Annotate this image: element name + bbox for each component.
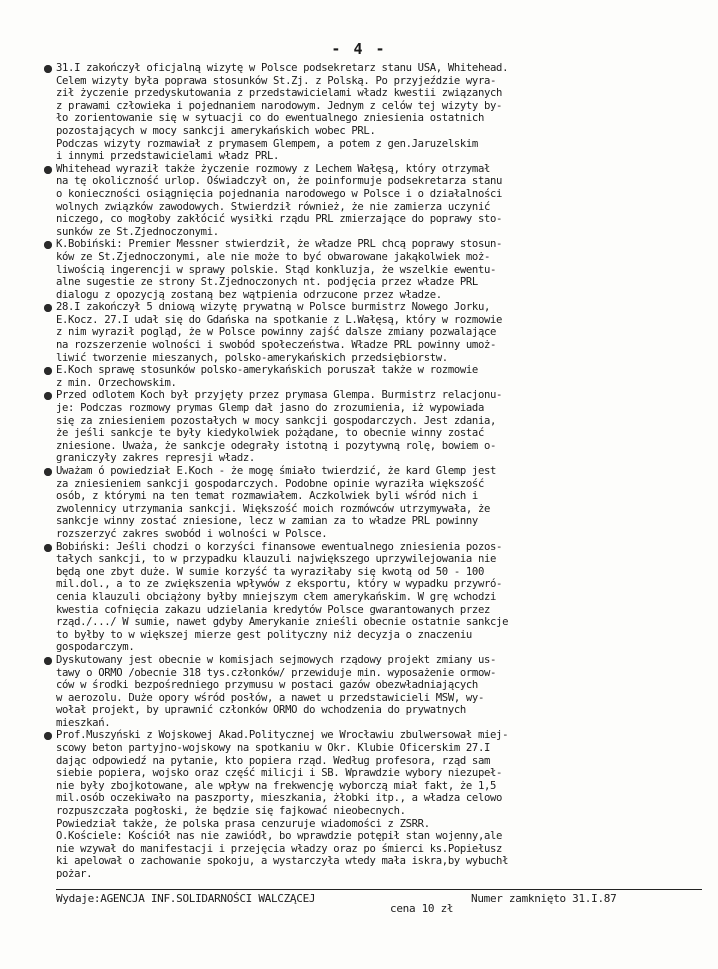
bullet-icon — [44, 468, 52, 476]
bullet-icon — [44, 367, 52, 375]
text-line: z min. Orzechowskim. — [56, 376, 177, 389]
text-line: z nim wyraził pogląd, że w Polsce powinny zajść dalsze zmiany pozwalające — [56, 326, 497, 339]
text-line: zniesione. Uważa, że sankcje odegrały istotną i pozytywną rolę, bowiem o- — [56, 439, 497, 452]
text-line: ził życzenie przedyskutowania z przedstawicielami władz kwestii związanych — [56, 87, 503, 100]
text-line: pożar. — [56, 868, 93, 880]
text-line: Dyskutowany jest obecnie w komisjach sejmowych rządowy projekt zmiany us- — [56, 653, 497, 666]
text-line: alne sugestie ze strony St.Zjednoczonych nt. podjęcia przez władze PRL — [56, 276, 478, 289]
text-line: pozostających w mocy sankcji amerykańskich wobec PRL. — [56, 124, 376, 137]
text-line: za zniesieniem sankcji gospodarczych. Podobne opinie wyraziła większość — [56, 477, 484, 490]
text-line: gospodarczym. — [56, 641, 135, 654]
text-line: rozpuszczała pogłoski, że będzie się fajkować nieobecnych. — [56, 805, 406, 818]
text-line: graniczyły zakres represji władz. — [56, 452, 255, 465]
bullet-icon — [44, 392, 52, 400]
text-line: na rozszerzenie wolności i swobód społeczeństwa. Władze PRL powinny umoż- — [56, 339, 497, 352]
text-line: ło zorientowanie się w sytuacji co do ewentualnego zniesienia ostatnich — [56, 112, 484, 125]
text-line: wołał projekt, by uprawnić członków ORMO do wchodzenia do prywatnych — [56, 704, 466, 717]
text-line: O.Kościele: Kościół nas nie zawiódł, bo wprawdzie potępił stan wojenny,ale — [56, 830, 503, 843]
text-line: sunków ze St.Zjednoczonymi. — [56, 225, 219, 238]
text-line: E.Koch sprawę stosunków polsko-amerykańskich poruszał także w rozmowie — [56, 364, 478, 377]
news-item — [56, 389, 694, 465]
bullet-icon — [44, 657, 52, 665]
footer-row — [56, 890, 702, 916]
news-item — [56, 62, 694, 163]
text-line: Powiedział także, że polska prasa cenzuruje wiadomości z ZSRR. — [56, 817, 430, 830]
publisher-line: Wydaje:AGENCJA INF.SOLIDARNOŚCI WALCZĄCEJ — [56, 892, 316, 905]
text-line: liwić tworzenie mieszanych, polsko-amerykańskich przedsiębiorstw. — [56, 351, 448, 364]
text-line: nie wzywał do manifestacji i przejęcia władzy oraz po śmierci ks.Popiełusz — [56, 842, 503, 855]
text-line: E.Kocz. 27.I udał się do Gdańska na spotkanie z L.Wałęsą, który w rozmowie — [56, 313, 503, 326]
page-number: - 4 - — [331, 40, 387, 58]
text-line: tawy o ORMO /obecnie 318 tys.członków/ przewiduje min. wyposażenie ormow- — [56, 666, 497, 679]
text-line: w aerozolu. Duże opory wśród posłów, a nawet u przedstawicieli MSW, wy- — [56, 691, 484, 704]
news-item — [56, 465, 694, 541]
text-line: K.Bobiński: Premier Messner stwierdził, że władze PRL chcą poprawy stosun- — [56, 238, 503, 251]
text-line: sankcje winny zostać zniesione, lecz w zamian za to władze PRL powinny — [56, 515, 478, 528]
bulletin-body — [56, 62, 694, 881]
text-line: Podczas wizyty rozmawiał z prymasem Glempem, a potem z gen.Jaruzelskim — [56, 137, 478, 150]
text-line: będą one zbyt duże. W sumie korzyść ta wyraziłaby się kwotą od 50 - 100 — [56, 565, 484, 578]
text-line: mieszkań. — [56, 716, 111, 729]
text-line: i innymi przedstawicielami władz PRL. — [56, 150, 280, 163]
bullet-icon — [44, 166, 52, 174]
text-line: się za zniesieniem pozostałych w mocy sankcji gospodarczych. Jest zdania, — [56, 414, 497, 427]
text-line: Celem wizyty była poprawa stosunków St.Zj. z Polską. Po przyjeździe wyra- — [56, 74, 497, 87]
news-item — [56, 654, 694, 730]
footer — [56, 889, 702, 916]
text-line: scowy beton partyjno-wojskowy na spotkaniu w Okr. Klubie Oficerskim 27.I — [56, 742, 491, 755]
text-line: rozszerzyć zakres swobód i wolności w Polsce. — [56, 527, 328, 540]
text-line: osób, z którymi na ten temat rozmawiałem. Aczkolwiek byli wśród nich i — [56, 490, 478, 503]
text-line: zwolennicy utrzymania sankcji. Większość moich rozmówców utrzymywała, że — [56, 502, 491, 515]
text-line: o konieczności osiągnięcia pojednania narodowego w Polsce i o działalności — [56, 187, 503, 200]
text-line: ców w środki bezpośredniego przymusu w postaci gazów obezwładniających — [56, 679, 478, 692]
text-line: kwestia cofnięcia zakazu udzielania kredytów Polsce gwarantowanych przez — [56, 603, 491, 616]
text-line: Prof.Muszyński z Wojskowej Akad.Politycznej we Wrocławiu zbulwersował miej- — [56, 729, 509, 742]
bullet-icon — [44, 304, 52, 312]
issue-closed-date: Numer zamknięto 31.I.87 — [471, 892, 617, 905]
text-line: 31.I zakończył oficjalną wizytę w Polsce podsekretarz stanu USA, Whitehead. — [56, 62, 509, 74]
text-line: że jeśli sankcje te były kiedykolwiek pożądane, to obecnie winny zostać — [56, 427, 484, 440]
text-line: nie były zbojkotowane, ale wpływ na frekwencję wyborczą miał fakt, że 1,5 — [56, 779, 497, 792]
text-line: Przed odlotem Koch był przyjęty przez prymasa Glempa. Burmistrz relacjonu- — [56, 389, 503, 402]
news-item — [56, 729, 694, 880]
text-line: Bobiński: Jeśli chodzi o korzyści finansowe ewentualnego zniesienia pozos- — [56, 540, 503, 553]
text-line: Whitehead wyraził także życzenie rozmowy z Lechem Wałęsą, który otrzymał — [56, 162, 491, 175]
text-line: Uważam ó powiedział E.Koch - że mogę śmiało twierdzić, że kard Glemp jest — [56, 465, 497, 477]
text-line: niczego, co mogłoby zakłócić wysiłki rządu PRL zmierzające do poprawy sto- — [56, 213, 503, 226]
text-line: je: Podczas rozmowy prymas Glemp dał jasno do zrozumienia, iż wypowiada — [56, 402, 484, 415]
text-line: 28.I zakończył 5 dniową wizytę prywatną w Polsce burmistrz Nowego Jorku, — [56, 301, 491, 314]
text-line: ków ze St.Zjednoczonymi, ale nie może to być obwarowane jakąkolwiek moż- — [56, 250, 491, 263]
bullet-icon — [44, 732, 52, 740]
news-item — [56, 364, 694, 389]
text-line: z prawami człowieka i pojednaniem narodowym. Jednym z celów tej wizyty by- — [56, 99, 503, 112]
text-line: liwością ingerencji w sprawy polskie. Stąd konkluzja, że wszelkie ewentu- — [56, 263, 497, 276]
bullet-icon — [44, 544, 52, 552]
text-line: tałych sankcji, to w przypadku klauzuli największego uprzywilejowania nie — [56, 553, 497, 566]
text-line: wolnych związków zawodowych. Stwierdził również, że nie zamierza uczynić — [56, 200, 491, 213]
text-line: rząd./.../ W sumie, nawet gdyby Amerykanie znieśli obecnie ostatnie sankcje — [56, 616, 509, 629]
text-line: to byłby to w większej mierze gest polityczny niż decyzja o znaczeniu — [56, 628, 472, 641]
text-line: mil.osób oczekiwało na paszporty, mieszkania, żłobki itp., a władza celowo — [56, 792, 503, 805]
news-item — [56, 238, 694, 301]
bullet-icon — [44, 241, 52, 249]
text-line: dialogu z opozycją zostaną bez wątpienia odrzucone przez władze. — [56, 288, 442, 301]
text-line: dając odpowiedź na pytanie, kto popiera rząd. Według profesora, rząd sam — [56, 754, 491, 767]
text-line: na tę okoliczność urlop. Oświadczył on, że poinformuje podsekretarza stanu — [56, 175, 503, 188]
bullet-icon — [44, 65, 52, 73]
issue-price: cena 10 zł — [390, 902, 454, 915]
text-line: cenia klauzuli obciążony byłby mniejszym cłem amerykańskim. W grę wchodzi — [56, 590, 497, 603]
news-item — [56, 163, 694, 239]
news-item — [56, 301, 694, 364]
text-line: ki apelował o zachowanie spokoju, a wystarczyła wtedy mała iskra,by wybuchł — [56, 855, 509, 868]
news-item — [56, 541, 694, 654]
text-line: mil.dol., a to ze zwiększenia wpływów z eksportu, który w wypadku przywró- — [56, 578, 503, 591]
text-line: siebie popiera, wojsko oraz część milicji i SB. Wprawdzie wybory niezupeł- — [56, 767, 503, 780]
